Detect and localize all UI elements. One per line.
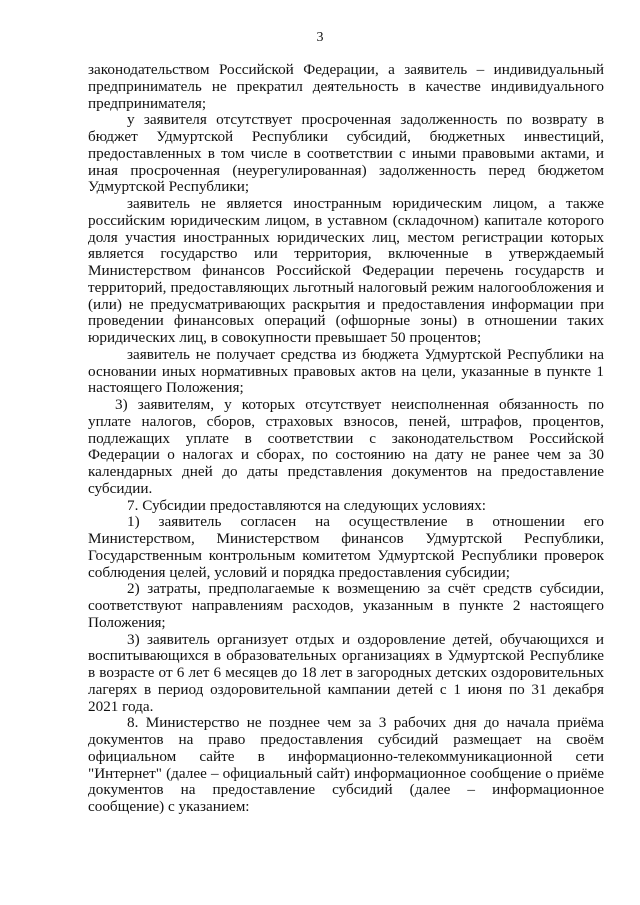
paragraph: 2) затраты, предполагаемые к возмещению за счёт средств субсидии, соответствуют направлениям расходов, указанным в пункте 2 настоящего Положения; [88, 580, 604, 631]
paragraph: 3) заявитель организует отдых и оздоровление детей, обучающихся и воспитывающихся в образовательных организациях в Удмуртской Республике в возрасте от 6 лет 6 месяцев до 18 лет в загородных детских оздоровительных лагерях в период оздоровительной кампании детей с 1 июня по 31 декабря 2021 года. [88, 630, 604, 715]
paragraph: 8. Министерство не позднее чем за 3 рабочих дня до начала приёма документов на право предоставления субсидий размещает на своём официальном сайте в информационно-телекоммуникационной сети "Интернет" (далее – официальный сайт) информационное сообщение о приёме документов на предоставление субсидий (далее – информационное сообщение) с указанием: [88, 714, 604, 815]
paragraph: заявитель не получает средства из бюджета Удмуртской Республики на основании иных нормативных правовых актов на цели, указанные в пункте 1 настоящего Положения; [88, 345, 604, 397]
paragraph: законодательством Российской Федерации, а заявитель – индивидуальный предприниматель не прекратил деятельность в качестве индивидуального предпринимателя; [88, 61, 604, 112]
document-body [88, 62, 604, 816]
paragraph: 7. Субсидии предоставляются на следующих условиях: [127, 496, 487, 514]
paragraph: 1) заявитель согласен на осуществление в отношении его Министерством, Министерством финансов Удмуртской Республики, Государственным контрольным комитетом Удмуртской Республики проверок соблюдения целей, условий и порядка предоставления субсидии; [88, 513, 604, 581]
paragraph: у заявителя отсутствует просроченная задолженность по возврату в бюджет Удмуртской Республики субсидий, бюджетных инвестиций, предоставленных в том числе в соответствии с иными правовыми актами, и иная просроченная (неурегулированная) задолженность перед бюджетом Удмуртской Республики; [88, 111, 604, 196]
page-number: 3 [316, 30, 324, 45]
paragraph: заявитель не является иностранным юридическим лицом, а также российским юридическим лицом, в уставном (складочном) капитале которого доля участия иностранных юридических лиц, местом регистрации которых является государство или территория, включенные в утверждаемый Министерством финансов Российской Федерации перечень государств и территорий, предоставляющих льготный налоговый режим налогообложения и (или) не предусматривающих раскрытия и предоставления информации при проведении финансовых операций (офшорные зоны) в отношении таких юридических лиц, в совокупности превышает 50 процентов; [88, 195, 604, 346]
paragraph: 3) заявителям, у которых отсутствует неисполненная обязанность по уплате налогов, сборов, страховых взносов, пеней, штрафов, процентов, подлежащих уплате в соответствии с законодательством Российской Федерации о налогах и сборах, по состоянию на дату не ранее чем за 30 календарных дней до даты представления документов на предоставление субсидии. [88, 396, 604, 497]
